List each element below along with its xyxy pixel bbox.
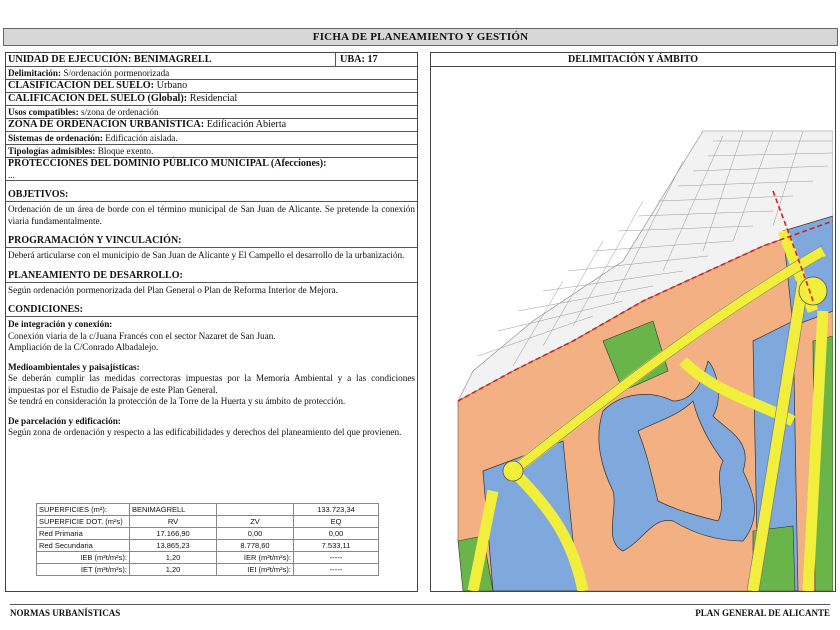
table-cell (217, 504, 294, 516)
table-row (37, 540, 379, 552)
table-row (37, 564, 379, 576)
field-row (6, 132, 417, 145)
table-cell: ----- (294, 564, 379, 576)
programacion-title: PROGRAMACIÓN Y VINCULACIÓN: (6, 235, 417, 248)
table-cell: Red Primaria (37, 528, 130, 540)
table-cell: 0,00 (217, 528, 294, 540)
table-cell: IER (m²t/m²s): (217, 552, 294, 564)
table-cell: IEB (m²t/m²s): (37, 552, 130, 564)
field-key: Tipologías admisibles: (8, 146, 96, 156)
integracion-line-1: Conexión viaria de la c/Juana Francés con el sector Nazaret de San Juan. (8, 330, 276, 341)
planeamiento-text: Según ordenación pormenorizada del Plan General o Plan de Reforma Interior de Mejora. (8, 284, 338, 295)
table-row (37, 504, 379, 516)
table-row (37, 516, 379, 528)
field-value: Edificación Abierta (204, 119, 287, 130)
unidad-label: UNIDAD DE EJECUCIÓN: BENIMAGRELL (8, 54, 212, 65)
table-cell: ----- (294, 552, 379, 564)
table-cell: ZV (217, 516, 294, 528)
table-cell: 1,20 (130, 552, 217, 564)
footer-right: PLAN GENERAL DE ALICANTE (695, 608, 830, 618)
table-cell: 0,00 (294, 528, 379, 540)
table-cell: IET (m²t/m²s): (37, 564, 130, 576)
medioambientales-text-2: Se tendrá en consideración la protección de la Torre de la Huerta y su ámbito de protección. (8, 396, 346, 406)
field-value: s/zona de ordenación (78, 107, 159, 117)
objetivos-section (6, 189, 417, 227)
superficies-table (36, 503, 379, 576)
field-row (6, 106, 417, 119)
field-key: CLASIFICACIÓN DEL SUELO: (8, 80, 155, 91)
table-cell: 13.865,23 (130, 540, 217, 552)
protecciones-section (6, 158, 417, 181)
medioambientales-text: Se deberán cumplir las medidas correctoras impuestas por la Memoria Ambiental y a las condiciones impuestas por el Estudio de Paisaje de este Plan General. (8, 373, 415, 395)
table-row (37, 528, 379, 540)
table-cell: BENIMAGRELL (130, 504, 217, 516)
page-footer (10, 604, 830, 618)
table-cell: SUPERFICIE DOT. (m²s) (37, 516, 130, 528)
map-panel (430, 52, 836, 592)
field-key: Delimitación: (8, 68, 62, 78)
objetivos-text: Ordenación de un área de borde con el término municipal de San Juan de Alicante. Se pretende la conexión viaria fundamentalmente. (8, 204, 415, 226)
field-value: Urbano (154, 80, 188, 91)
table-cell: Red Secundaria (37, 540, 130, 552)
parcelacion-title: De parcelación y edificación: (8, 415, 121, 426)
integracion-line-2: Ampliación de la C/Conrado Albadalejo. (8, 342, 159, 352)
condiciones-title: CONDICIONES: (6, 304, 417, 317)
field-key: Usos compatibles: (8, 107, 79, 117)
table-cell: IEI (m²t/m²s): (217, 564, 294, 576)
footer-left: NORMAS URBANÍSTICAS (10, 608, 121, 618)
field-row (6, 145, 417, 158)
field-value: Edificación aislada. (102, 133, 178, 143)
planeamiento-title: PLANEAMIENTO DE DESARROLLO: (6, 270, 417, 283)
form-panel (5, 52, 418, 592)
table-cell: EQ (294, 516, 379, 528)
sheet-header: FICHA DE PLANEAMIENTO Y GESTIÓN (3, 28, 838, 46)
zoning-map (453, 71, 833, 591)
field-key: ZONA DE ORDENACIÓN URBANÍSTICA: (8, 119, 205, 130)
field-key: CALIFICACIÓN DEL SUELO (Global): (8, 93, 188, 104)
table-cell: 133.723,34 (294, 504, 379, 516)
table-cell: 17.166,90 (130, 528, 217, 540)
uba-label: UBA: 17 (335, 53, 415, 66)
table-cell: RV (130, 516, 217, 528)
map-title: DELIMITACIÓN Y ÁMBITO (431, 53, 835, 67)
table-row (37, 552, 379, 564)
field-value: Bloque exento. (95, 146, 154, 156)
field-value: Residencial (187, 93, 238, 104)
condiciones-section (6, 304, 417, 439)
field-row (6, 93, 417, 106)
field-row (6, 119, 417, 132)
medioambientales-title: Medioambientales y paisajísticas: (8, 361, 140, 372)
parcelacion-text: Según zona de ordenación y respecto a las edificabilidades y derechos del planeamiento del que provienen. (8, 427, 402, 437)
table-cell: SUPERFICIES (m²): (37, 504, 130, 516)
table-cell: 1,20 (130, 564, 217, 576)
programacion-text: Deberá articularse con el municipio de San Juan de Alicante y El Campello el desarrollo de la urbanización. (8, 250, 405, 260)
integracion-title: De integración y conexión: (8, 319, 113, 329)
programacion-section (6, 235, 417, 262)
zoning-map-svg (453, 71, 833, 591)
planeamiento-section (6, 270, 417, 297)
field-list (6, 67, 417, 158)
protecciones-title: PROTECCIONES DEL DOMINIO PÚBLICO MUNICIPAL (Afecciones): (8, 158, 327, 169)
objetivos-title: OBJETIVOS: (6, 189, 417, 202)
roundabout-2 (503, 461, 523, 481)
field-value: S/ordenación pormenorizada (61, 68, 170, 78)
protecciones-text: ... (8, 170, 15, 180)
unidad-row (6, 53, 417, 67)
table-cell: 8.778,60 (217, 540, 294, 552)
field-row (6, 80, 417, 93)
field-key: Sistemas de ordenación: (8, 133, 103, 143)
field-row (6, 67, 417, 80)
table-cell: 7.533,11 (294, 540, 379, 552)
